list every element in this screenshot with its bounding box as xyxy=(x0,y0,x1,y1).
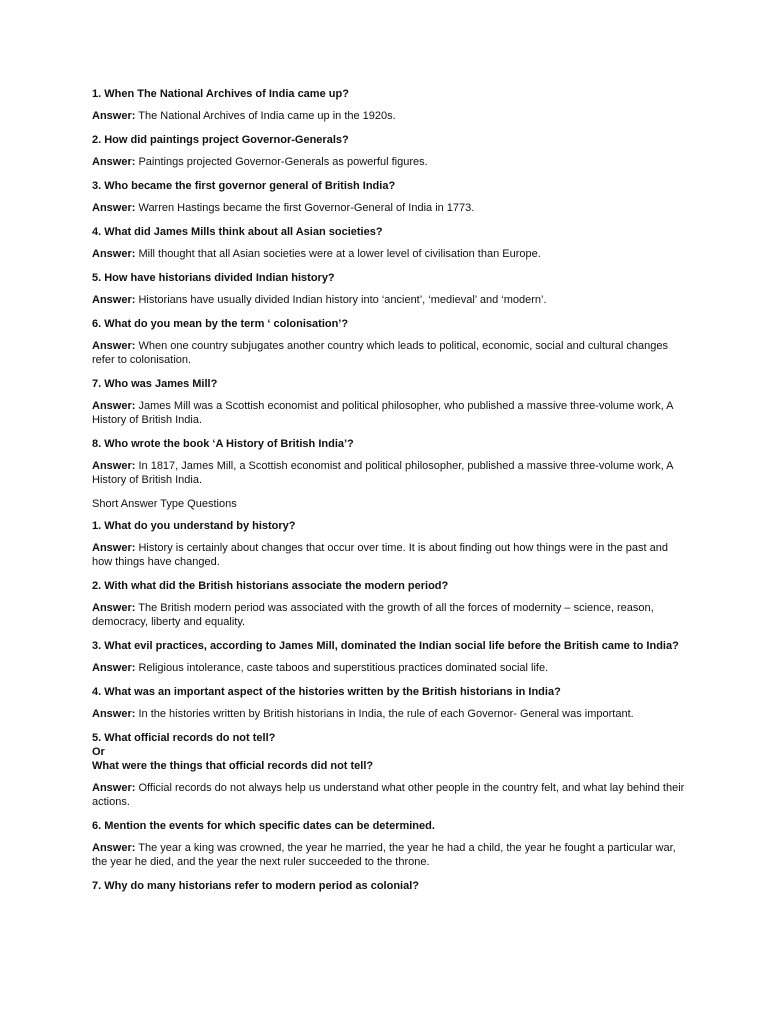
short-answer-6 xyxy=(92,841,686,869)
answer-text: Paintings projected Governor-Generals as powerful figures. xyxy=(138,156,428,168)
short-question-4: 4. What was an important aspect of the histories written by the British historians in India? xyxy=(92,686,561,698)
answer-5 xyxy=(92,293,686,307)
short-question-7: 7. Why do many historians refer to modern period as colonial? xyxy=(92,880,420,892)
short-question-3: 3. What evil practices, according to James Mill, dominated the Indian social life before the British came to India? xyxy=(92,640,679,652)
answer-4 xyxy=(92,247,686,261)
answer-label: Answer: xyxy=(92,842,136,854)
section-heading: Short Answer Type Questions xyxy=(92,498,237,510)
answer-label: Answer: xyxy=(92,156,136,168)
question-3: 3. Who became the first governor general of British India? xyxy=(92,180,396,192)
answer-text: Mill thought that all Asian societies were at a lower level of civilisation than Europe. xyxy=(138,248,541,260)
answer-text: Warren Hastings became the first Governor-General of India in 1773. xyxy=(138,202,475,214)
question-8: 8. Who wrote the book ‘A History of British India’? xyxy=(92,438,354,450)
answer-text: The National Archives of India came up in the 1920s. xyxy=(138,110,396,122)
answer-7 xyxy=(92,399,686,427)
question-6: 6. What do you mean by the term ‘ colonisation’? xyxy=(92,318,349,330)
answer-text: Official records do not always help us understand what other people in the country felt, and what lay behind their actions. xyxy=(92,782,685,808)
answer-text: The British modern period was associated with the growth of all the forces of modernity – science, reason, democracy, liberty and equality. xyxy=(92,602,654,628)
short-question-1: 1. What do you understand by history? xyxy=(92,520,296,532)
short-question-5-or: Or xyxy=(92,746,105,758)
short-answer-4 xyxy=(92,707,686,721)
question-4: 4. What did James Mills think about all Asian societies? xyxy=(92,226,383,238)
answer-label: Answer: xyxy=(92,782,136,794)
short-answer-1 xyxy=(92,541,686,569)
question-2: 2. How did paintings project Governor-Generals? xyxy=(92,134,349,146)
answer-label: Answer: xyxy=(92,460,136,472)
short-question-2: 2. With what did the British historians associate the modern period? xyxy=(92,580,449,592)
answer-text: Religious intolerance, caste taboos and superstitious practices dominated social life. xyxy=(138,662,549,674)
answer-label: Answer: xyxy=(92,340,136,352)
answer-text: Historians have usually divided Indian history into ‘ancient’, ‘medieval’ and ‘modern’. xyxy=(138,294,547,306)
answer-label: Answer: xyxy=(92,248,136,260)
short-question-5: 5. What official records do not tell? xyxy=(92,732,276,744)
answer-6 xyxy=(92,339,686,367)
answer-2 xyxy=(92,155,686,169)
answer-label: Answer: xyxy=(92,542,136,554)
answer-text: When one country subjugates another country which leads to political, economic, social and cultural changes refer to colonisation. xyxy=(92,340,668,366)
question-5: 5. How have historians divided Indian history? xyxy=(92,272,335,284)
short-question-6: 6. Mention the events for which specific dates can be determined. xyxy=(92,820,435,832)
answer-label: Answer: xyxy=(92,602,136,614)
answer-text: The year a king was crowned, the year he married, the year he had a child, the year he fought a particular war, the year he died, and the year the next ruler succeeded to the throne. xyxy=(92,842,676,868)
answer-text: James Mill was a Scottish economist and political philosopher, who published a massive three-volume work, A History of British India. xyxy=(92,400,673,426)
short-answer-3 xyxy=(92,661,686,675)
answer-label: Answer: xyxy=(92,202,136,214)
short-question-5-alt: What were the things that official records did not tell? xyxy=(92,760,374,772)
short-answer-5 xyxy=(92,781,686,809)
question-1: 1. When The National Archives of India came up? xyxy=(92,88,349,100)
answer-8 xyxy=(92,459,686,487)
answer-label: Answer: xyxy=(92,708,136,720)
answer-label: Answer: xyxy=(92,400,136,412)
answer-text: In 1817, James Mill, a Scottish economist and political philosopher, published a massive three-volume work, A History of British India. xyxy=(92,460,673,486)
answer-label: Answer: xyxy=(92,294,136,306)
answer-text: In the histories written by British historians in India, the rule of each Governor- General was important. xyxy=(138,708,634,720)
answer-label: Answer: xyxy=(92,662,136,674)
question-7: 7. Who was James Mill? xyxy=(92,378,218,390)
answer-1 xyxy=(92,109,686,123)
answer-label: Answer: xyxy=(92,110,136,122)
answer-3 xyxy=(92,201,686,215)
answer-text: History is certainly about changes that occur over time. It is about finding out how things were in the past and how things have changed. xyxy=(92,542,668,568)
short-answer-2 xyxy=(92,601,686,629)
